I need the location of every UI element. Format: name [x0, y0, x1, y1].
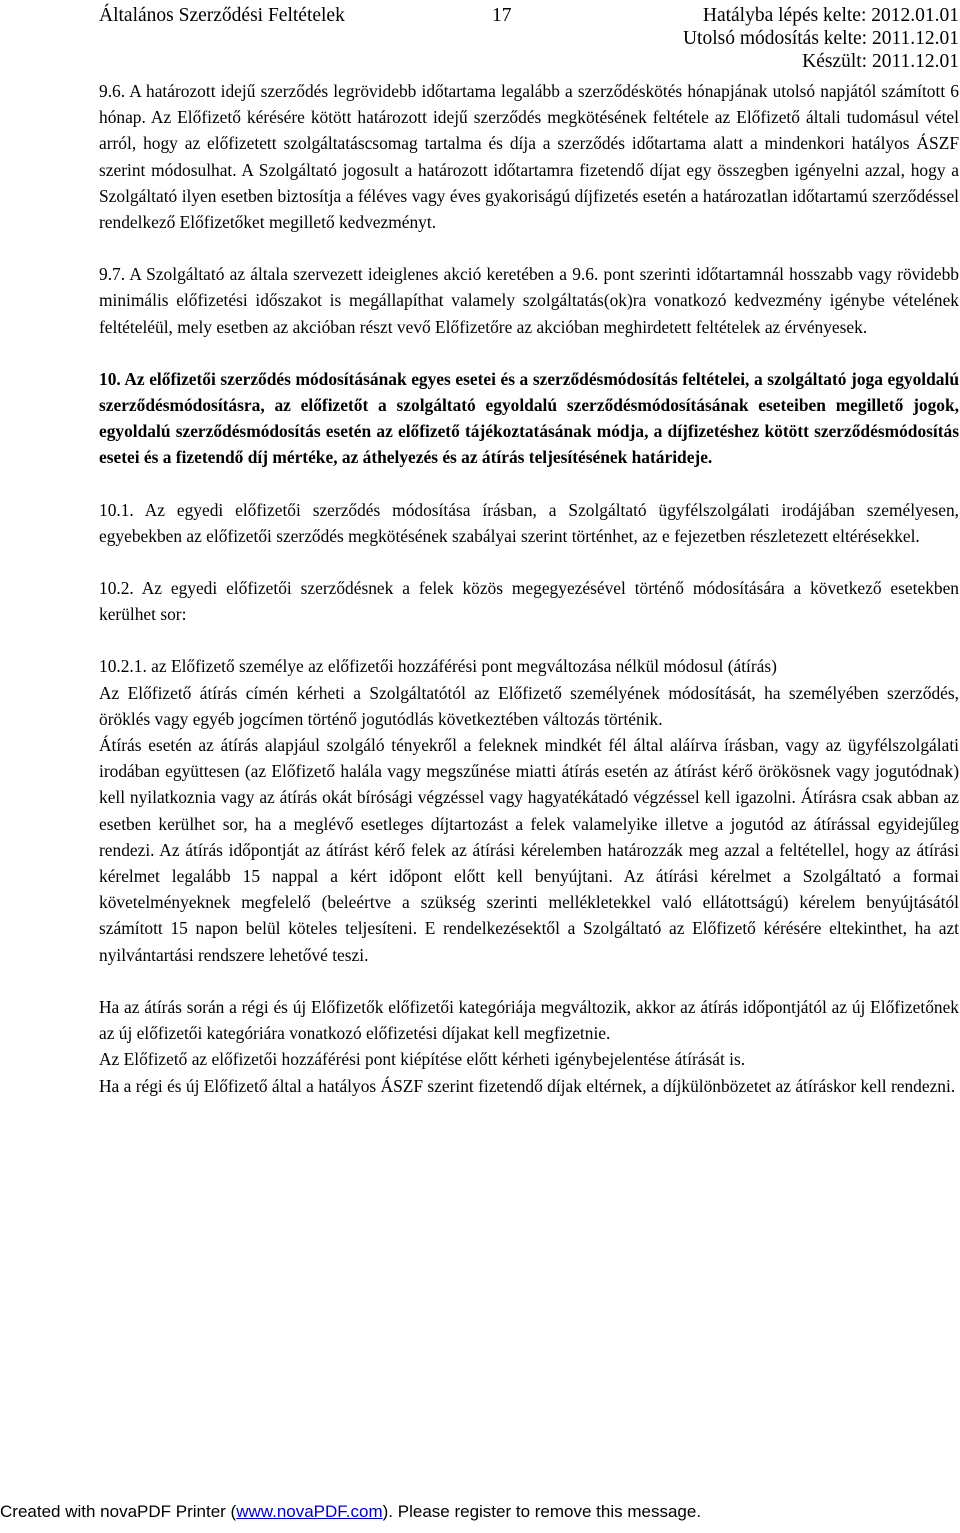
paragraph-atiras-difference: Ha a régi és új Előfizető által a hatályos ÁSZF szerint fizetendő díjak eltérnek, a díjkülönbözetet az átíráskor kell rendezni.	[99, 1075, 956, 1096]
novapdf-link[interactable]: www.novaPDF.com	[236, 1502, 383, 1521]
paragraph-9-6: 9.6. A határozott idejű szerződés legrövidebb időtartama legalább a szerződéskötés hónapjának utolsó napjától számított 6 hónap. Az Előfizető kérésére kötött határozott idejű szerződés megkötésének feltétele az Előfizető általi tudomásul vétel arról, hogy az előfizetett szolgáltatáscsomag tartalma és díja a szerződés időtartama alatt a mindenkori hatályos ÁSZF szerint módosulhat. A Szolgáltató jogosult a határozott időtartamra fizetendő díjat egy összegben igényelni azzal, hogy a Szolgáltató ilyen esetben biztosítja a féléves vagy éves gyakoriságú díjfizetés esetén a határozatlan időtartamú szerződéssel rendelkező Előfizetőket megillető kedvezményt.	[99, 81, 959, 233]
effective-date: Hatályba lépés kelte: 2012.01.01	[702, 5, 959, 26]
paragraph-atiras-request: Az Előfizető átírás címén kérheti a Szolgáltatótól az Előfizető személyének módosítását, ha személyében szerződés, öröklés vagy egyéb jogcímen történő jogutódlás következtében változás történik.	[99, 682, 959, 729]
document-body	[99, 78, 959, 1099]
paragraph-9-7: 9.7. A Szolgáltató az általa szervezett ideiglenes akció keretében a 9.6. pont szerinti időtartamnál hosszabb vagy rövidebb minimális előfizetési időszakot is megállapíthat valamely szolgáltatás(ok)ra vonatkozó kedvezmény igénybe vételének feltételéül, mely esetben az akcióban részt vevő Előfizetőre az akcióban meghirdetett feltételek az érvényesek.	[99, 264, 959, 337]
page-number: 17	[492, 5, 512, 26]
paragraph-10-2: 10.2. Az egyedi előfizetői szerződésnek a felek közös megegyezésével történő módosítására a következő esetekben kerülhet sor:	[99, 578, 959, 625]
section-10-heading: 10. Az előfizetői szerződés módosításának egyes esetei és a szerződésmódosítás feltételei, a szolgáltató joga egyoldalú szerződésmódosításra, az előfizetőt a szolgáltató egyoldalú szerződésmódosításának eseteiben megillető jogok, egyoldalú szerződésmódosítás esetén az előfizető tájékoztatásának módja, a díjfizetéshez kötött szerződésmódosítás esetei és a fizetendő díj mértéke, az áthelyezés és az átírás teljesítésének határideje.	[99, 368, 959, 468]
novapdf-footer	[0, 1501, 960, 1523]
document-title: Általános Szerződési Feltételek	[99, 5, 345, 26]
header-dates	[683, 4, 959, 73]
modified-date: Utolsó módosítás kelte: 2011.12.01	[682, 28, 959, 49]
footer-suffix: ). Please register to remove this message.	[382, 1502, 702, 1521]
paragraph-10-1: 10.1. Az egyedi előfizetői szerződés módosítása írásban, a Szolgáltató ügyfélszolgálati irodájában személyesen, egyebekben az előfizetői szerződés megkötésének szabályai szerint történhet, az e fejezetben részletezett eltérésekkel.	[99, 499, 959, 546]
paragraph-atiras-before-build: Az Előfizető az előfizetői hozzáférési pont kiépítése előtt kérheti igénybejelentése átírását is.	[99, 1049, 746, 1070]
paragraph-10-2-1: 10.2.1. az Előfizető személye az előfizetői hozzáférési pont megváltozása nélkül módosul (átírás)	[99, 656, 777, 677]
page-header	[99, 4, 959, 80]
paragraph-atiras-category: Ha az átírás során a régi és új Előfizetők előfizetői kategóriája megváltozik, akkor az átírás időpontjától az új Előfizetőnek az új előfizetői kategóriára vonatkozó előfizetési díjakat kell megfizetnie.	[99, 996, 959, 1044]
created-date: Készült: 2011.12.01	[802, 51, 959, 72]
footer-prefix: Created with novaPDF Printer (	[0, 1502, 237, 1521]
paragraph-atiras-procedure: Átírás esetén az átírás alapjául szolgáló tényekről a feleknek mindkét fél által aláírva írásban, vagy az ügyfélszolgálati irodában együttesen (az Előfizető halála vagy megszűnése miatti átírás esetén az átírást kérő örökösnek vagy jogutódnak) kell nyilatkoznia vagy az átírás okát bírósági végzéssel vagy hagyatékátadó végzéssel kell igazolni. Átírásra csak abban az esetben kerülhet sor, ha a meglévő esetleges díjtartozást a felek valamelyike illetve a jogutód az átírással egyidejűleg rendezi. Az átírás időpontját az átírást kérő felek az átírási kérelemben határozzák meg azzal a feltétellel, hogy az átírási kérelmet legalább 15 nappal a kért időpont előtt kell benyújtani. Az átírási kérelmet a Szolgáltató a formai követelményeknek megfelelő (beleértve a szükség szerinti mellékletekkel való ellátottságú) kérelem benyújtásától számított 15 napon belül köteles teljesíteni. E rendelkezésektől a Szolgáltató az Előfizető kérésére eltekinthet, ha azt nyilvántartási rendszere lehetővé teszi.	[99, 735, 959, 965]
